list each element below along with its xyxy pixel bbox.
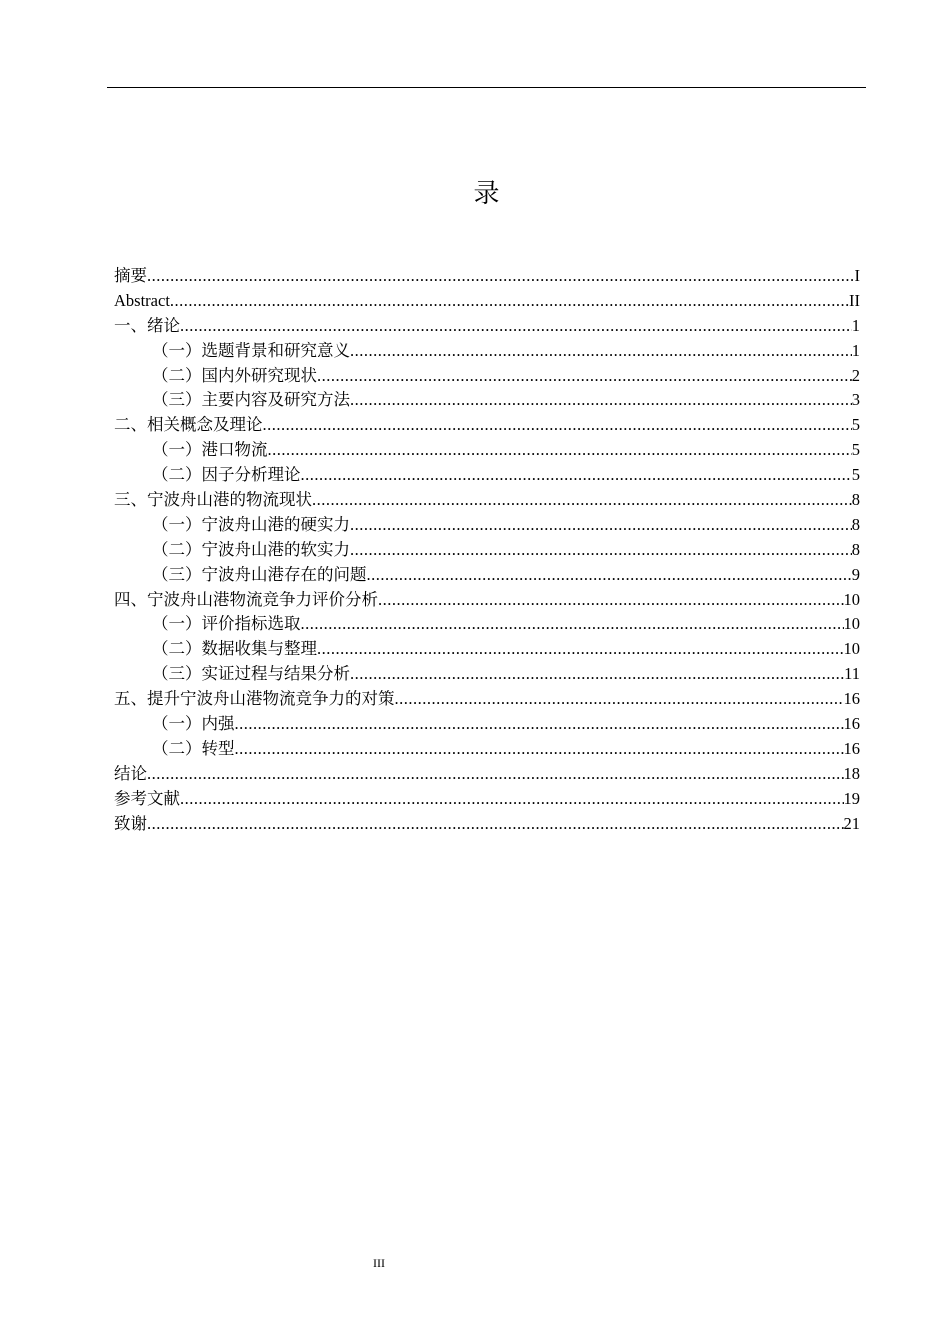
toc-entry-page: 8 [851, 514, 860, 534]
toc-entry[interactable] [114, 662, 860, 687]
toc-dot-leader [147, 264, 855, 289]
toc-entry-page: 18 [843, 763, 860, 783]
toc-dot-leader [268, 438, 852, 463]
toc-dot-leader [147, 812, 844, 837]
toc-entry-page: I [854, 266, 860, 285]
toc-entry[interactable] [114, 612, 860, 637]
toc-entry-page: 5 [851, 465, 860, 485]
toc-entry[interactable] [114, 588, 860, 613]
toc-entry[interactable] [114, 787, 860, 812]
toc-entry-title: （三）实证过程与结果分析 [152, 664, 350, 684]
toc-entry[interactable] [114, 513, 860, 538]
toc-entry-title: （二）宁波舟山港的软实力 [152, 539, 350, 559]
toc-entry[interactable] [114, 388, 860, 413]
toc-entry[interactable] [114, 314, 860, 339]
toc-entry-page: II [849, 290, 860, 310]
toc-entry-title: 致谢 [114, 813, 147, 833]
toc-entry-title: （一）宁波舟山港的硬实力 [152, 514, 350, 534]
toc-dot-leader [180, 314, 852, 339]
toc-dot-leader [235, 712, 844, 737]
toc-entry-title: （一）内强 [152, 714, 235, 734]
toc-entry-page: 10 [843, 639, 860, 659]
toc-entry-title: （三）主要内容及研究方法 [152, 390, 350, 410]
toc-entry-title: （一）选题背景和研究意义 [152, 340, 350, 360]
toc-entry-page: 3 [851, 390, 860, 410]
toc-entry-title: 二、相关概念及理论 [114, 415, 263, 435]
toc-entry-page: 1 [851, 315, 860, 335]
toc-entry[interactable] [114, 538, 860, 563]
page-title: 录 [473, 179, 500, 209]
toc-entry[interactable] [114, 812, 860, 837]
toc-entry[interactable] [114, 339, 860, 364]
toc-dot-leader [317, 637, 844, 662]
toc-entry-title: 摘要 [114, 266, 147, 285]
toc-entry[interactable] [114, 563, 860, 588]
toc-dot-leader [180, 787, 844, 812]
toc-dot-leader [235, 737, 844, 762]
toc-dot-leader [395, 687, 844, 712]
toc-entry-page: 10 [843, 589, 860, 609]
toc-entry-page: 8 [851, 539, 860, 559]
toc-entry[interactable] [114, 364, 860, 389]
header-rule [107, 87, 866, 88]
page-number: III [373, 1256, 385, 1270]
toc-entry-title: （二）数据收集与整理 [152, 639, 317, 659]
toc-dot-leader [147, 762, 844, 787]
toc-dot-leader [263, 413, 852, 438]
toc-dot-leader [350, 538, 852, 563]
toc-entry-title: Abstract [114, 290, 170, 310]
toc-dot-leader [301, 463, 852, 488]
toc-entry-page: 8 [851, 490, 860, 510]
toc-dot-leader [367, 563, 852, 588]
table-of-contents [114, 264, 860, 836]
toc-entry-page: 5 [851, 415, 860, 435]
toc-entry-page: 2 [851, 365, 860, 385]
toc-entry-page: 11 [844, 664, 860, 684]
toc-entry[interactable] [114, 463, 860, 488]
toc-entry-title: （一）评价指标选取 [152, 614, 301, 634]
toc-dot-leader [378, 588, 844, 613]
toc-entry-title: （二）因子分析理论 [152, 465, 301, 485]
toc-dot-leader [317, 364, 852, 389]
toc-dot-leader [170, 289, 849, 314]
toc-dot-leader [312, 488, 852, 513]
toc-entry[interactable] [114, 637, 860, 662]
toc-entry-page: 16 [843, 714, 860, 734]
toc-entry-page: 19 [843, 788, 860, 808]
toc-dot-leader [350, 662, 844, 687]
toc-dot-leader [301, 612, 844, 637]
toc-entry[interactable] [114, 413, 860, 438]
toc-entry-page: 16 [843, 738, 860, 758]
toc-entry-title: （一）港口物流 [152, 440, 268, 460]
toc-entry-title: 一、绪论 [114, 315, 180, 335]
toc-entry-title: 三、宁波舟山港的物流现状 [114, 490, 312, 510]
toc-entry[interactable] [114, 762, 860, 787]
toc-entry-page: 5 [851, 440, 860, 460]
toc-entry[interactable] [114, 712, 860, 737]
toc-entry-page: 9 [851, 564, 860, 584]
toc-entry-title: 五、提升宁波舟山港物流竞争力的对策 [114, 689, 395, 709]
toc-dot-leader [350, 339, 852, 364]
toc-dot-leader [350, 513, 852, 538]
toc-entry-page: 21 [843, 813, 860, 833]
toc-entry[interactable] [114, 264, 860, 289]
toc-entry-page: 1 [851, 340, 860, 360]
toc-entry[interactable] [114, 687, 860, 712]
toc-entry-title: （二）转型 [152, 738, 235, 758]
toc-entry-title: 参考文献 [114, 788, 180, 808]
toc-entry-title: 结论 [114, 763, 147, 783]
toc-entry-title: （三）宁波舟山港存在的问题 [152, 564, 367, 584]
toc-entry-title: 四、宁波舟山港物流竞争力评价分析 [114, 589, 378, 609]
toc-dot-leader [350, 388, 852, 413]
toc-entry-title: （二）国内外研究现状 [152, 365, 317, 385]
toc-entry[interactable] [114, 737, 860, 762]
toc-entry[interactable] [114, 438, 860, 463]
toc-entry-page: 16 [843, 689, 860, 709]
toc-entry[interactable] [114, 488, 860, 513]
toc-entry[interactable] [114, 289, 860, 314]
toc-entry-page: 10 [843, 614, 860, 634]
